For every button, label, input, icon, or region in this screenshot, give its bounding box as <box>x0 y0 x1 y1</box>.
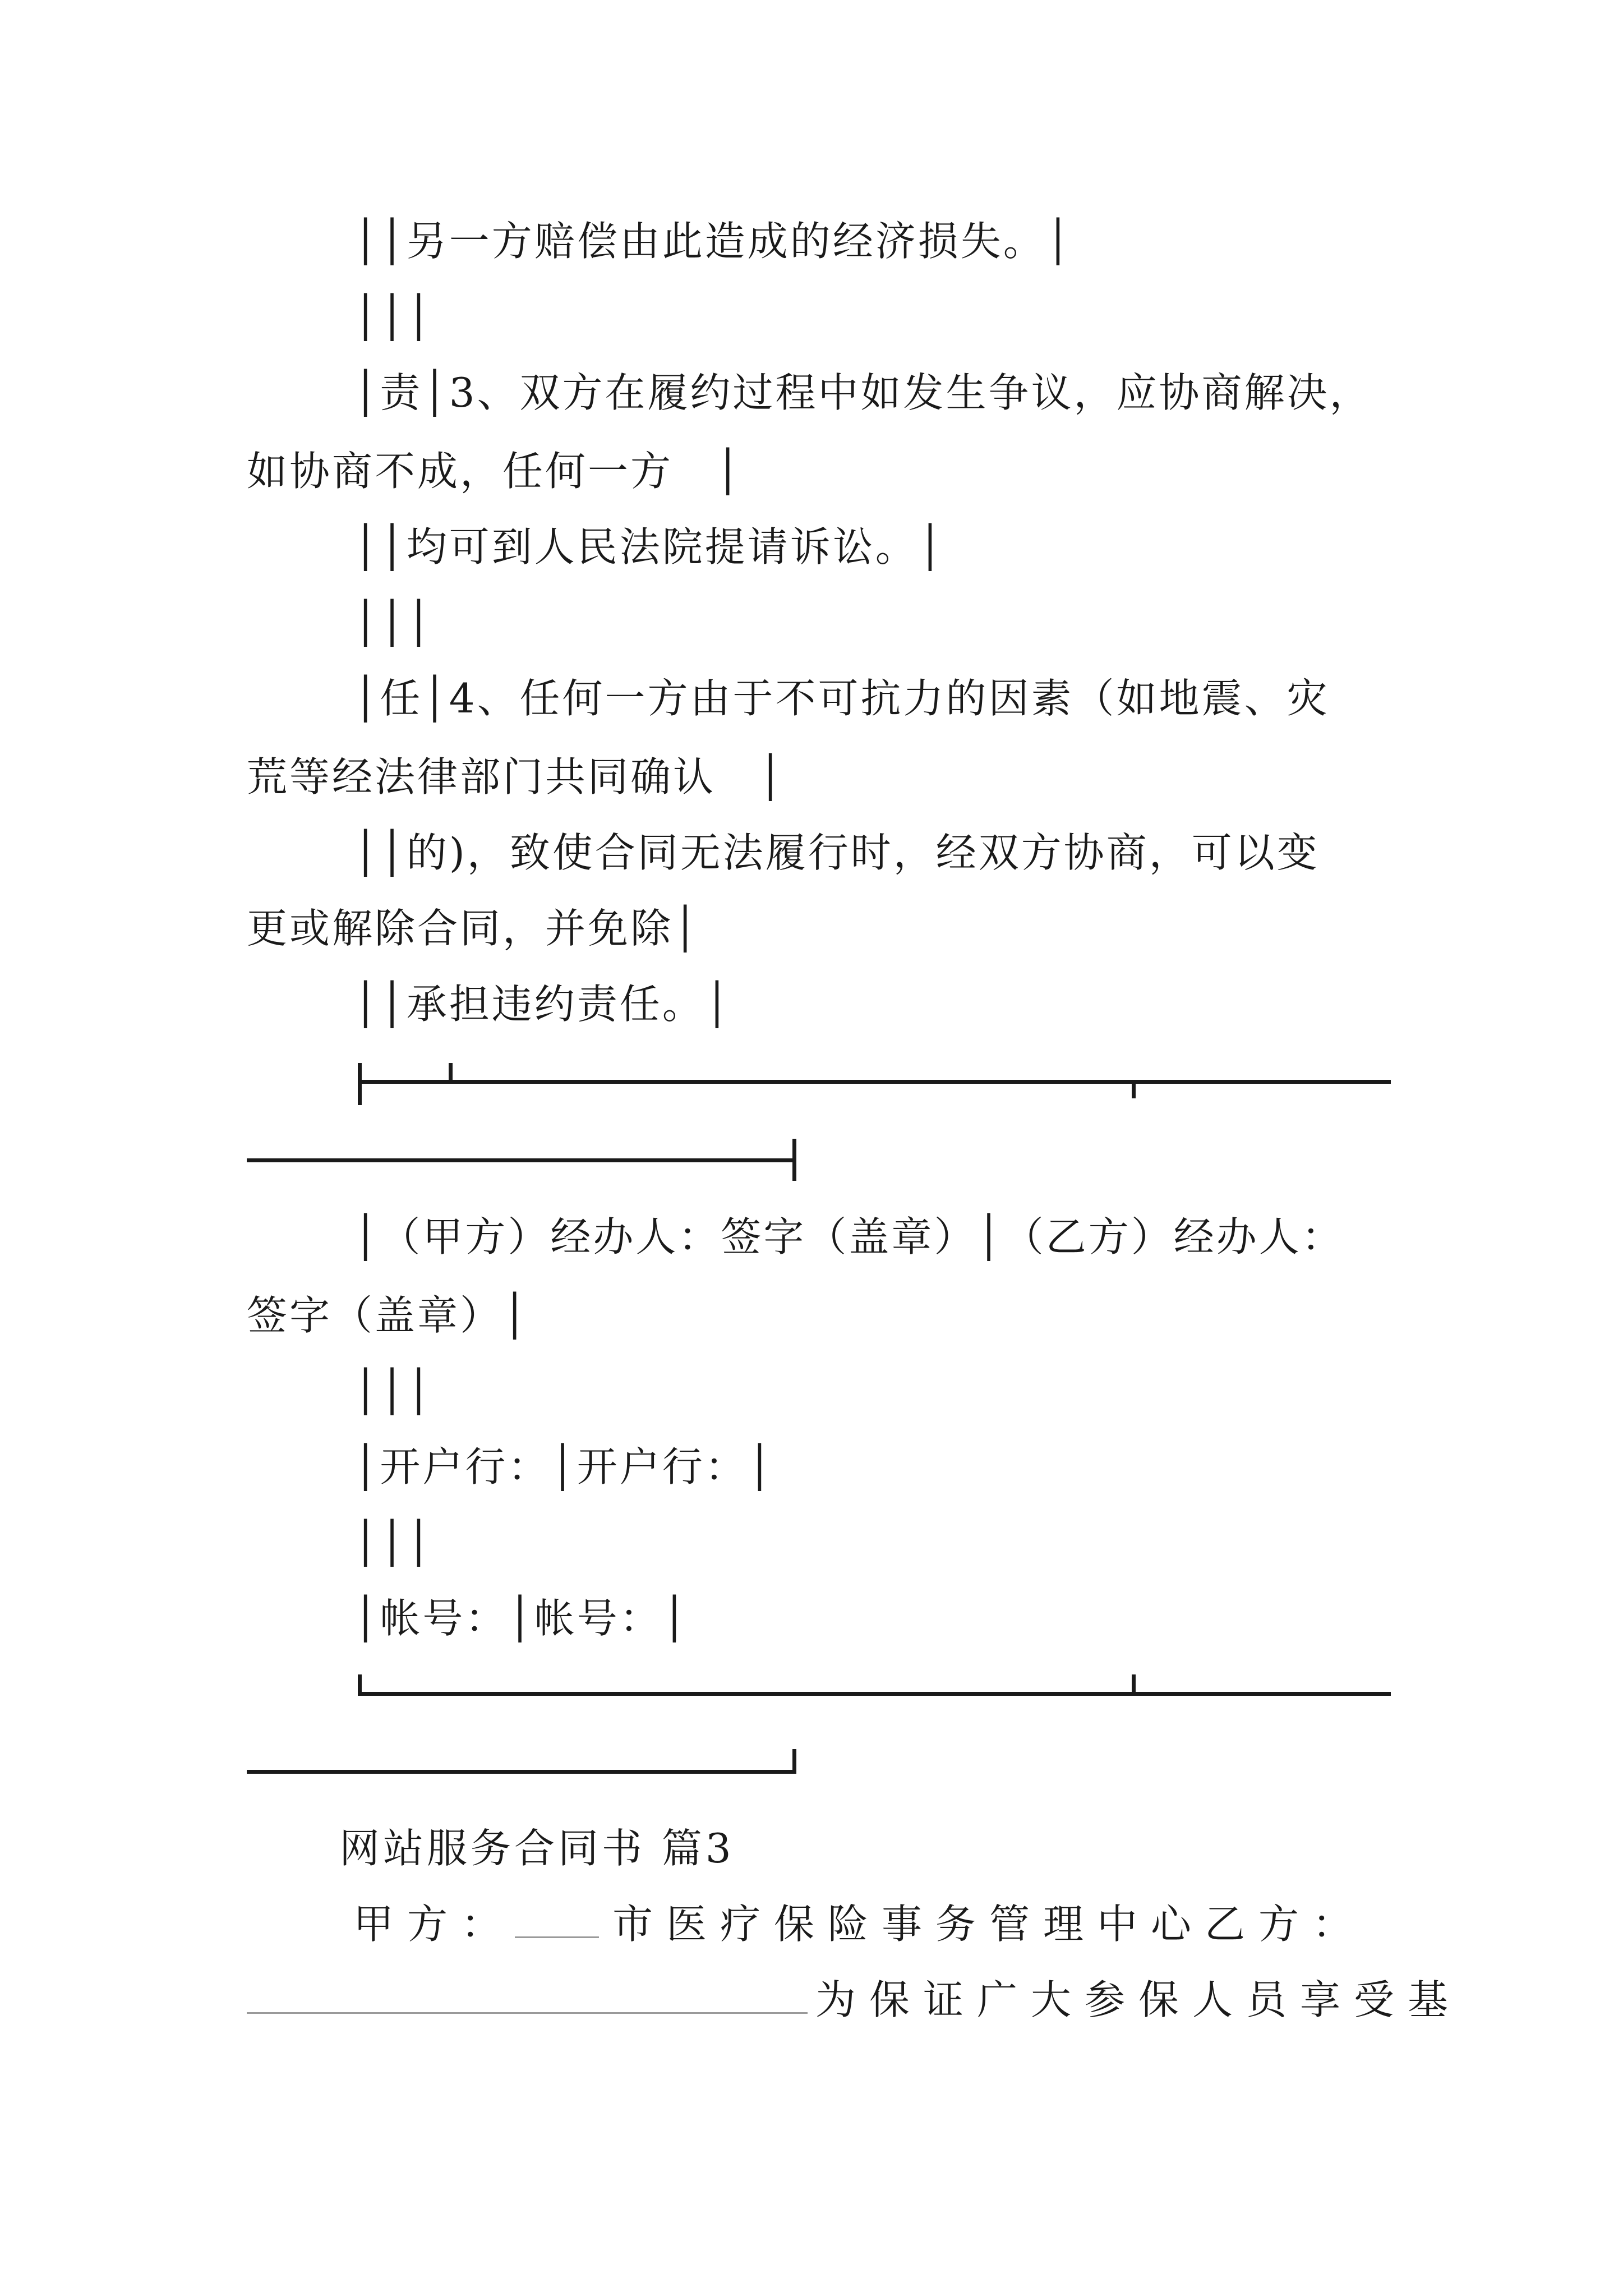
text-line: ││均可到人民法院提请诉讼。│ <box>353 523 945 570</box>
blank-field <box>515 1932 599 1938</box>
text-line: │││ <box>353 293 434 341</box>
text-line: 签字（盖章）│ <box>247 1292 529 1339</box>
party-line <box>353 1902 1366 1947</box>
text-line: │（甲方）经办人：签字（盖章）│（乙方）经办人： <box>353 1213 1344 1260</box>
text-line: 更或解除合同，并免除│ <box>247 905 700 952</box>
text-line: │帐号：│帐号：│ <box>353 1595 689 1642</box>
text-line: 如协商不成，任何一方 │ <box>247 448 743 495</box>
text-line: ││承担违约责任。│ <box>353 981 732 1028</box>
section-heading: 网站服务合同书 篇3 <box>339 1825 735 1872</box>
text-line: │任│4、任何一方由于不可抗力的因素（如地震、灾 <box>353 675 1330 722</box>
party-a-org: 市医疗保险事务管理中心乙方： <box>612 1901 1367 1948</box>
closing-text: 为保证广大参保人员享受基 <box>815 1976 1462 2023</box>
text-line: 荒等经法律部门共同确认 │ <box>247 753 785 800</box>
text-line: │││ <box>353 1519 434 1566</box>
closing-line <box>247 1977 1461 2022</box>
text-line: │││ <box>353 599 434 646</box>
text-line: ││的)，致使合同无法履行时，经双方协商，可以变 <box>353 829 1320 876</box>
party-a-label: 甲方： <box>353 1901 515 1948</box>
text-line: │││ <box>353 1368 434 1415</box>
text-line: │开户行：│开户行：│ <box>353 1443 774 1490</box>
text-line: │责│3、双方在履约过程中如发生争议，应协商解决， <box>353 369 1372 416</box>
text-line: ││另一方赔偿由此造成的经济损失。│ <box>353 218 1073 265</box>
blank-field <box>247 2008 808 2014</box>
